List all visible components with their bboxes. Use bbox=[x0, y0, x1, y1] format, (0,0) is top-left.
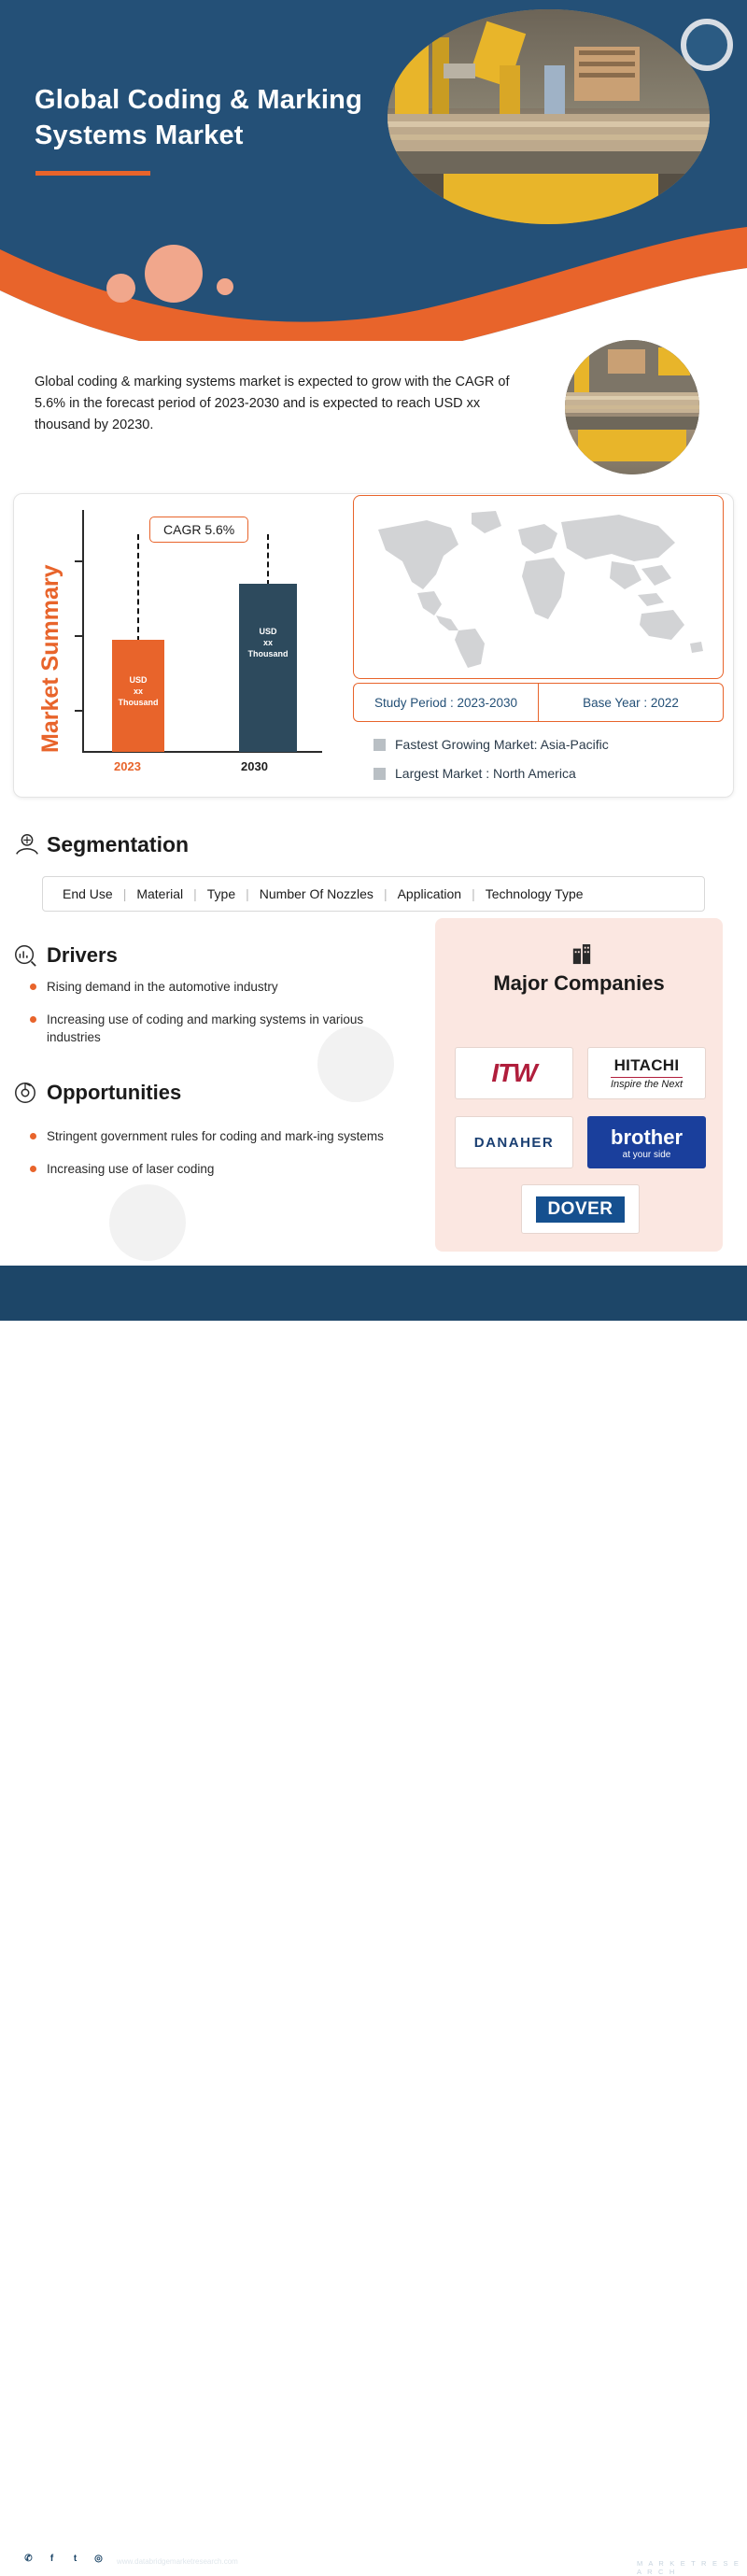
bar-2030-value-line1: USD bbox=[259, 627, 277, 636]
bar-2023-value-line3: Thousand bbox=[118, 698, 159, 707]
page-title: Global Coding & Marking Systems Market bbox=[35, 85, 362, 150]
segment-separator: | bbox=[193, 886, 197, 901]
bar-2023-value-line1: USD bbox=[129, 675, 148, 685]
hero-header bbox=[0, 0, 747, 341]
logo-brother bbox=[587, 1116, 706, 1168]
drivers-icon bbox=[13, 943, 37, 968]
segment-item-end-use[interactable]: End Use bbox=[63, 886, 113, 901]
decorative-ghost-circle bbox=[109, 1184, 186, 1261]
target-icon bbox=[13, 1081, 37, 1105]
legend-largest-market bbox=[374, 766, 576, 781]
opportunities-title: Opportunities bbox=[47, 1081, 182, 1104]
twitter-icon[interactable]: t bbox=[67, 2551, 83, 2567]
bar-2030-value-line3: Thousand bbox=[247, 649, 289, 658]
base-year: Base Year : 2022 bbox=[583, 695, 679, 710]
opportunities-list bbox=[28, 1127, 402, 1193]
segment-separator: | bbox=[246, 886, 249, 901]
legend-fastest-growing bbox=[374, 737, 609, 752]
logo-hitachi-tagline: Inspire the Next bbox=[610, 1079, 684, 1090]
logo-brother-tagline: at your side bbox=[622, 1149, 671, 1160]
drivers-list-item: Increasing use of coding and marking systems in various industries bbox=[28, 1011, 402, 1046]
market-summary-label: Market Summary bbox=[37, 564, 63, 753]
decorative-dot-large bbox=[145, 245, 203, 303]
chart-y-axis bbox=[82, 510, 84, 753]
cagr-dashed-line-right bbox=[267, 534, 269, 586]
logo-danaher bbox=[455, 1116, 573, 1168]
drivers-list bbox=[28, 978, 402, 1061]
logo-danaher-text: DANAHER bbox=[473, 1134, 555, 1151]
segment-separator: | bbox=[122, 886, 127, 901]
footer-url[interactable]: www.databridgemarketresearch.com bbox=[117, 2557, 238, 2566]
segment-item-type[interactable]: Type bbox=[206, 886, 236, 901]
axis-tick bbox=[75, 710, 83, 712]
study-period: Study Period : 2023-2030 bbox=[374, 695, 518, 710]
footer-brand-subtitle: M A R K E T R E S E A R C H bbox=[637, 2559, 741, 2576]
title-underline bbox=[35, 171, 150, 176]
legend-largest-market-label: Largest Market : North America bbox=[395, 766, 576, 781]
period-box bbox=[353, 683, 724, 722]
facebook-icon[interactable]: f bbox=[44, 2551, 60, 2567]
segment-item-number-of-nozzles[interactable]: Number Of Nozzles bbox=[259, 886, 374, 901]
cagr-dashed-line-left bbox=[137, 534, 139, 642]
bar-2023-year: 2023 bbox=[114, 759, 141, 773]
header-wave-decoration bbox=[0, 201, 747, 341]
footer-more-info-label: More info: bbox=[117, 2546, 158, 2555]
data-bridge-logo-icon: b bbox=[600, 2541, 617, 2574]
bar-2023-value-line2: xx bbox=[133, 686, 143, 696]
logo-dover bbox=[521, 1184, 640, 1234]
footer bbox=[0, 1266, 747, 2576]
world-map bbox=[353, 495, 724, 679]
segment-separator: | bbox=[383, 886, 388, 901]
segmentation-icon bbox=[13, 831, 41, 859]
segment-separator: | bbox=[472, 886, 475, 901]
segment-item-application[interactable]: Application bbox=[397, 886, 462, 901]
summary-photo bbox=[565, 340, 699, 474]
whatsapp-icon[interactable]: ✆ bbox=[21, 2551, 36, 2567]
footer-brand-name: DATA BRIDGE bbox=[637, 2543, 725, 2557]
logo-brother-text: brother bbox=[611, 1125, 683, 1149]
bar-2030-year: 2030 bbox=[241, 759, 268, 773]
segment-item-technology-type[interactable]: Technology Type bbox=[485, 886, 584, 901]
drivers-title: Drivers bbox=[47, 943, 118, 967]
circle-outline-icon bbox=[681, 19, 733, 71]
segmentation-bar bbox=[42, 876, 705, 912]
decorative-dot-small bbox=[217, 278, 233, 295]
logo-itw-text: ITW bbox=[491, 1058, 537, 1087]
summary-paragraph: Global coding & marking systems market is expected to grow with the CAGR of 5.6% in the forecast period of 2023-2030 and is expected to reach USD xx thousand by 20230. bbox=[35, 375, 510, 432]
opportunities-list-item: Stringent government rules for coding and mark-ing systems bbox=[28, 1127, 402, 1145]
logo-hitachi-text: HITACHI bbox=[613, 1056, 680, 1074]
decorative-dot-medium bbox=[106, 274, 135, 303]
cagr-badge: CAGR 5.6% bbox=[149, 517, 248, 543]
world-map-svg bbox=[361, 503, 716, 672]
axis-tick bbox=[75, 560, 83, 562]
building-icon bbox=[571, 943, 592, 966]
opportunities-list-item: Increasing use of laser coding bbox=[28, 1160, 402, 1178]
logo-dover-text: DOVER bbox=[536, 1196, 624, 1223]
segment-item-material[interactable]: Material bbox=[136, 886, 184, 901]
major-companies-title: Major Companies bbox=[493, 971, 665, 995]
bar-2023 bbox=[112, 640, 164, 752]
logo-hitachi bbox=[587, 1047, 706, 1099]
drivers-list-item: Rising demand in the automotive industry bbox=[28, 978, 402, 996]
hero-photo bbox=[388, 9, 710, 224]
logo-itw bbox=[455, 1047, 573, 1099]
legend-swatch-icon bbox=[374, 768, 386, 780]
axis-tick bbox=[75, 635, 83, 637]
legend-swatch-icon bbox=[374, 739, 386, 751]
segmentation-title: Segmentation bbox=[47, 832, 190, 856]
instagram-icon[interactable]: ◎ bbox=[91, 2551, 106, 2567]
bar-2030 bbox=[239, 584, 297, 752]
legend-fastest-growing-label: Fastest Growing Market: Asia-Pacific bbox=[395, 737, 609, 752]
bar-2030-value-line2: xx bbox=[262, 638, 273, 647]
